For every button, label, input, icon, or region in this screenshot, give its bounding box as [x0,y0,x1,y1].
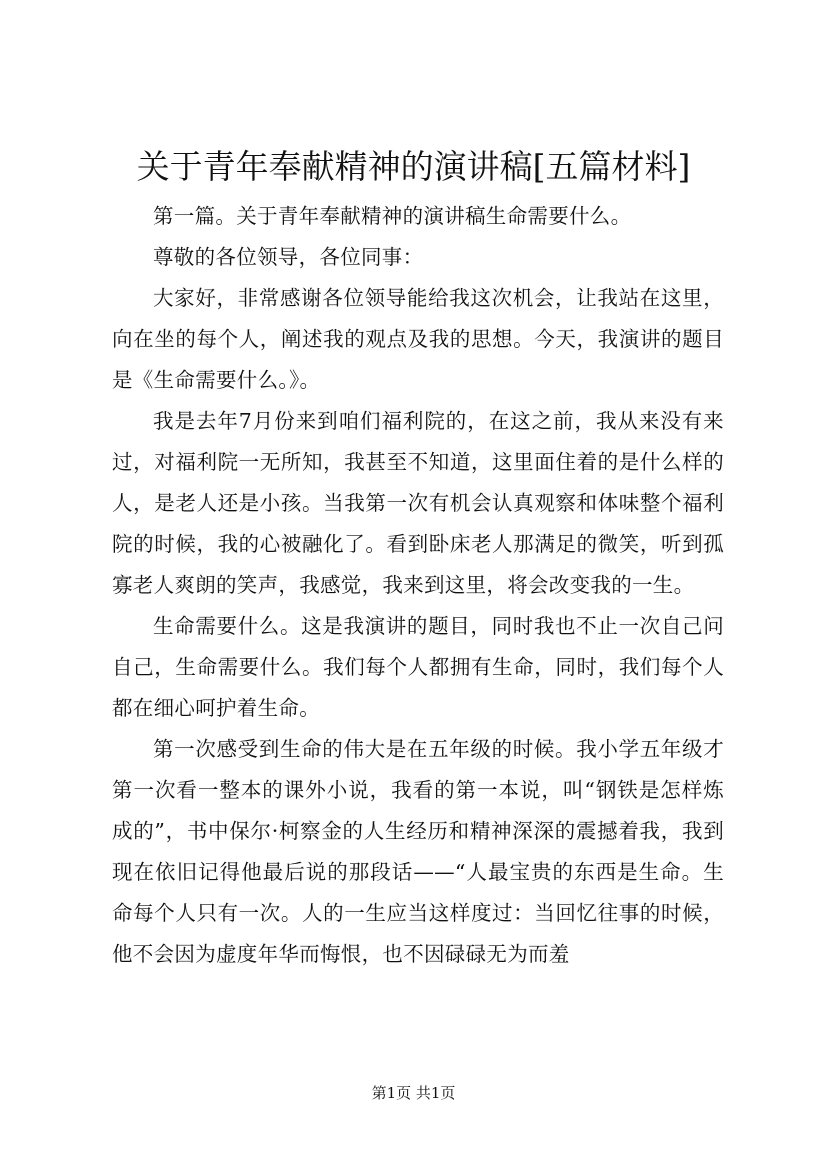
page-number-footer: 第1页 共1页 [371,1084,456,1102]
paragraph: 第一篇。关于青年奉献精神的演讲稿生命需要什么。 [153,204,632,228]
document-title: 关于青年奉献精神的演讲稿[五篇材料] [136,147,691,186]
paragraph: 生命需要什么。这是我演讲的题目，同时我也不止一次自己问自己，生命需要什么。我们每个人都拥有生命，同时，我们每个人都在细心呵护着生命。 [112,614,724,720]
paragraph: 大家好，非常感谢各位领导能给我这次机会，让我站在这里，向在坐的每个人，阐述我的观点及我的思想。今天，我演讲的题目是《生命需要什么。》。 [112,286,724,392]
paragraph: 尊敬的各位领导，各位同事： [153,245,424,269]
paragraph: 我是去年7月份来到咱们福利院的，在这之前，我从来没有来过，对福利院一无所知，我甚至不知道，这里面住着的是什么样的人，是老人还是小孩。当我第一次有机会认真观察和体味整个福利院的时候，我的心被融化了。看到卧床老人那满足的微笑，听到孤寡老人爽朗的笑声，我感觉，我来到这里，将会改变我的一生。 [112,409,724,597]
document-body [112,196,724,975]
paragraph: 第一次感受到生命的伟大是在五年级的时候。我小学五年级才第一次看一整本的课外小说，我看的第一本说，叫“钢铁是怎样炼成的”，书中保尔·柯察金的人生经历和精神深深的震撼着我，我到现在依旧记得他最后说的那段话——“人最宝贵的东西是生命。生命每个人只有一次。人的一生应当这样度过：当回忆往事的时候，他不会因为虚度年华而悔恨，也不因碌碌无为而羞 [112,737,724,966]
